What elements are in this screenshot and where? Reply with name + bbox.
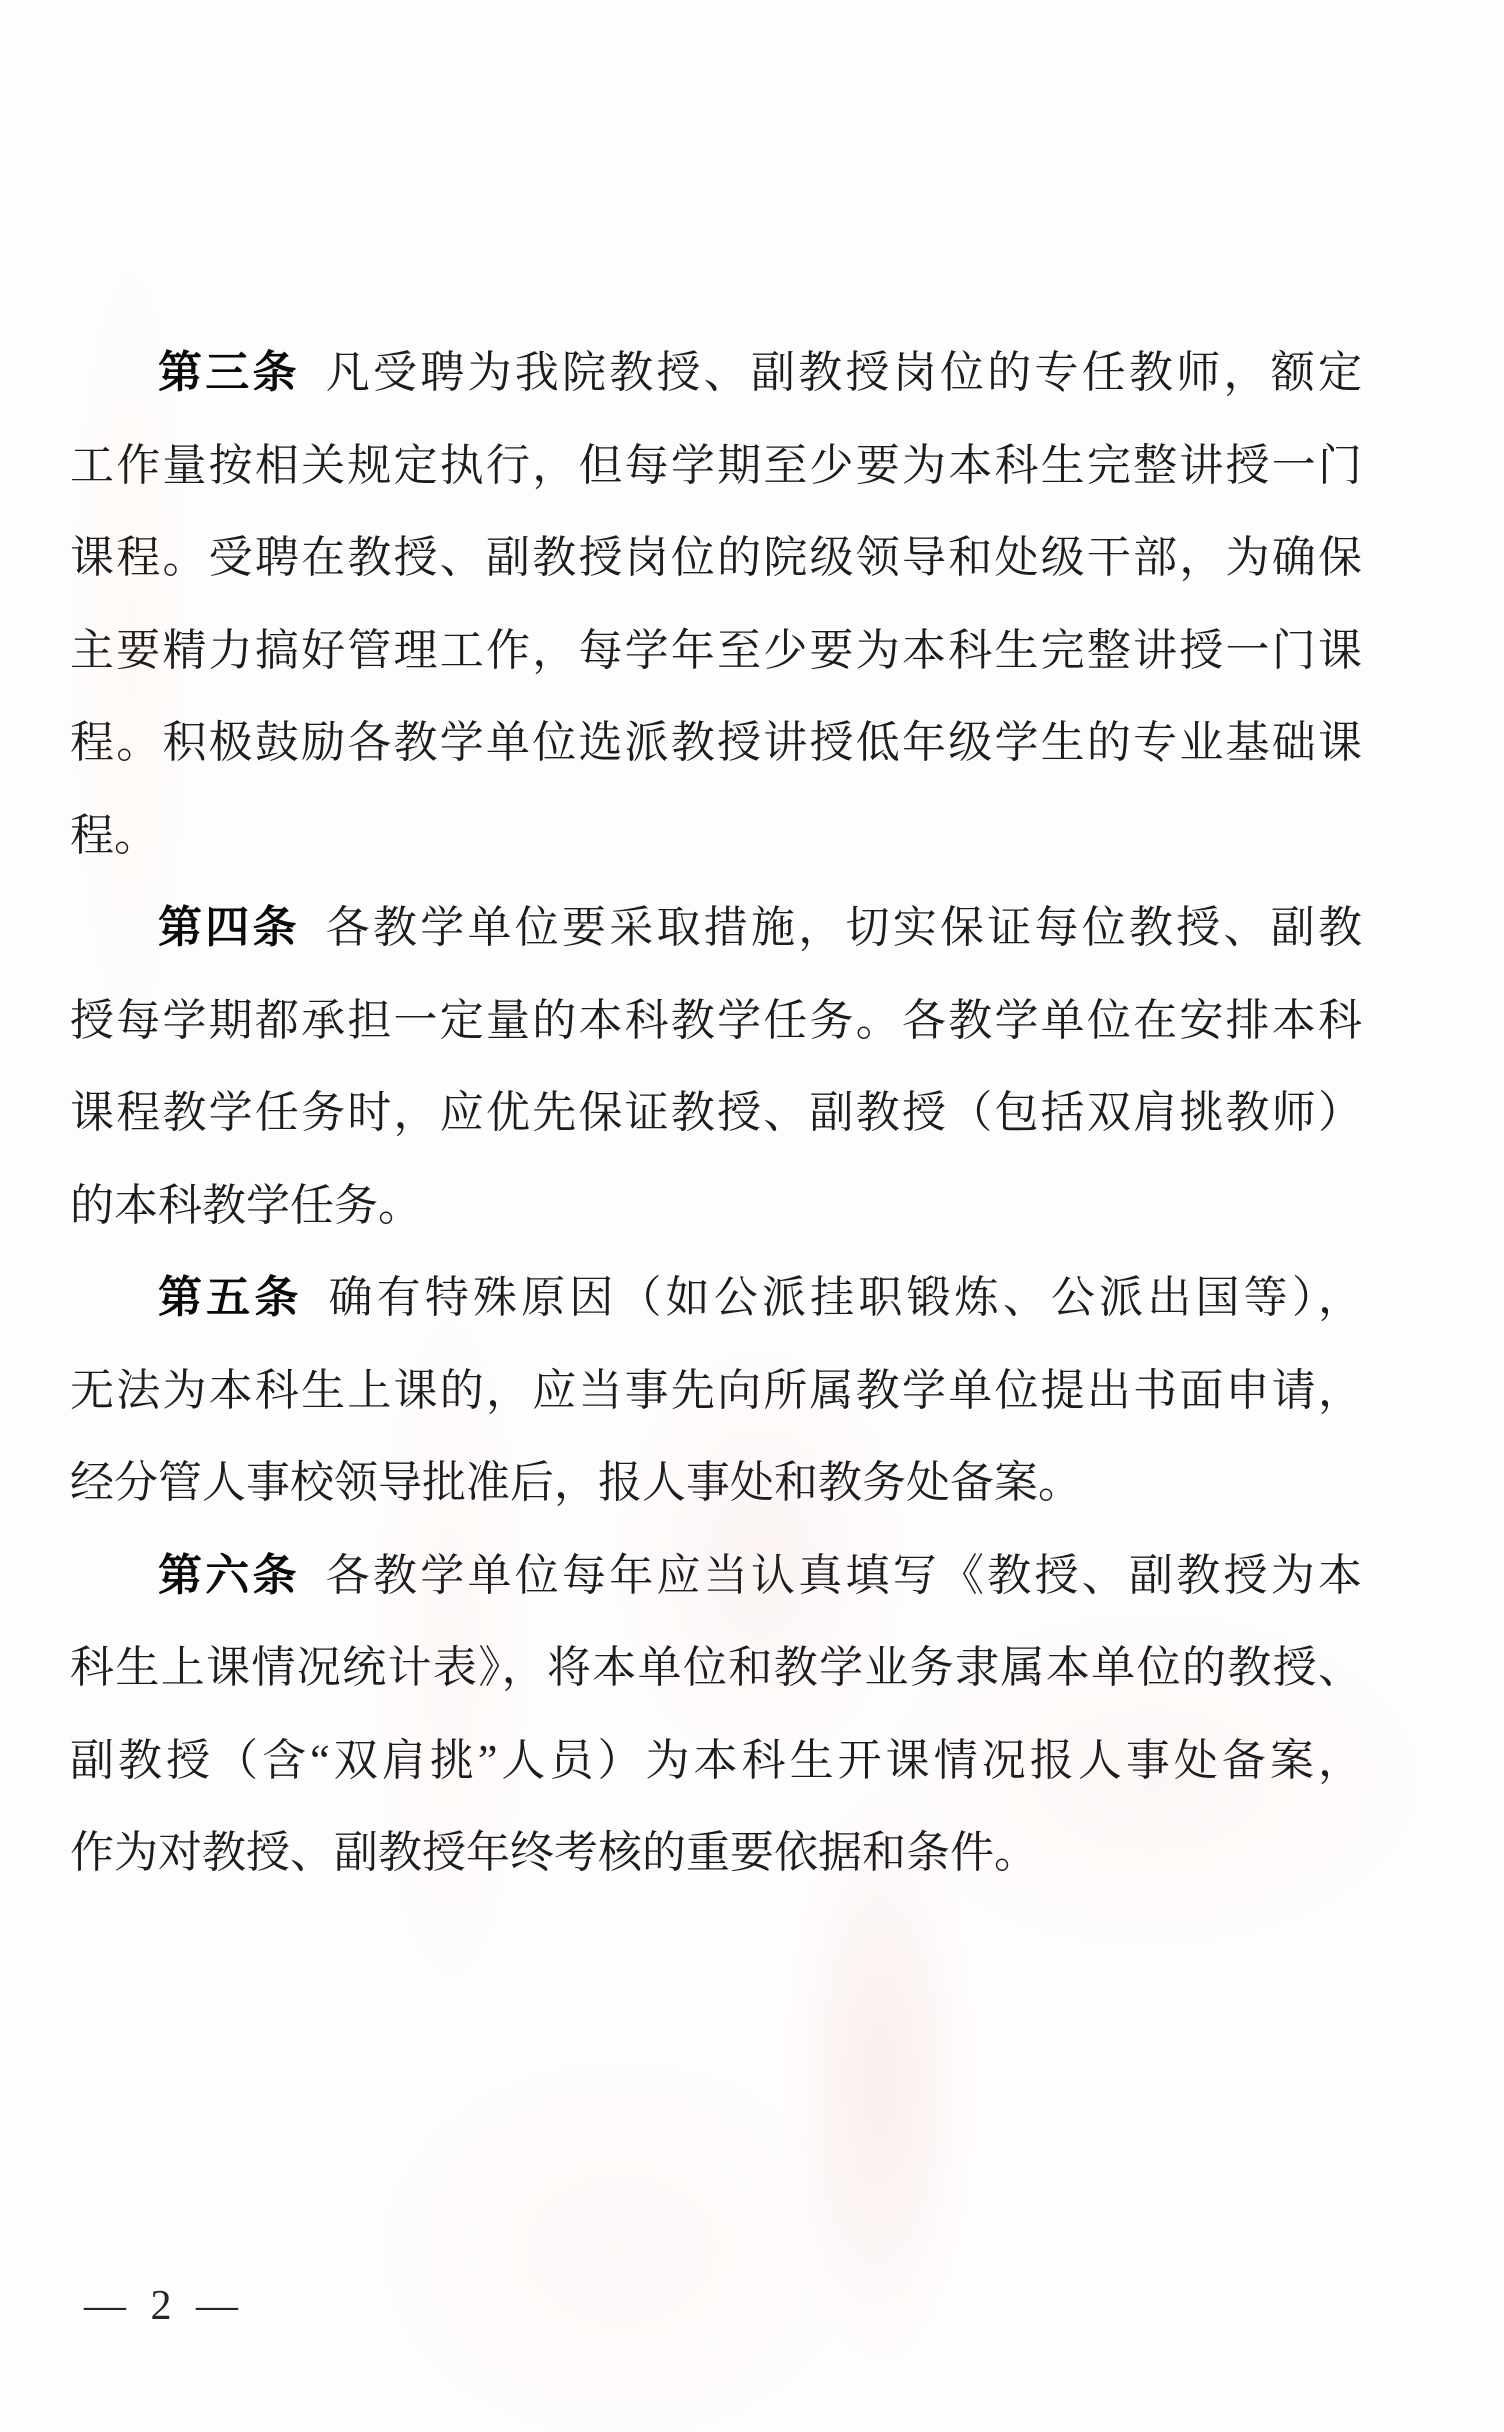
article-number-label: 第四条 (158, 903, 300, 952)
line-text: 各教学单位每年应当认真填写《教授、副教授为本 (325, 1550, 1362, 1600)
document-line (70, 1252, 1362, 1345)
document-line (70, 1345, 1362, 1438)
page-number: — 2 — (84, 2283, 245, 2329)
document-line (70, 512, 1362, 605)
document-line (70, 697, 1362, 790)
document-line (70, 1437, 1362, 1530)
line-text: 的本科教学任务。 (70, 1180, 422, 1230)
line-text: 确有特殊原因（如公派挂职锻炼、公派出国等）， (328, 1273, 1362, 1322)
line-text: 程。积极鼓励各教学单位选派教授讲授低年级学生的专业基础课 (70, 718, 1362, 767)
line-text: 各教学单位要采取措施，切实保证每位教授、副教 (325, 903, 1362, 952)
line-text: 凡受聘为我院教授、副教授岗位的专任教师，额定 (325, 348, 1362, 397)
document-line (70, 1715, 1362, 1808)
line-text: 副教授（含“双肩挑”人员）为本科生开课情况报人事处备案， (70, 1735, 1362, 1785)
line-text: 工作量按相关规定执行，但每学期至少要为本科生完整讲授一门 (70, 440, 1362, 490)
document-line (70, 1622, 1362, 1715)
document-line (70, 1160, 1362, 1253)
document-line (70, 1807, 1362, 1900)
line-text: 授每学期都承担一定量的本科教学任务。各教学单位在安排本科 (70, 995, 1362, 1045)
document-line (70, 790, 1362, 883)
line-text: 无法为本科生上课的，应当事先向所属教学单位提出书面申请， (70, 1365, 1362, 1415)
document-line (70, 605, 1362, 698)
line-text: 经分管人事校领导批准后，报人事处和教务处备案。 (70, 1458, 1082, 1507)
document-line (70, 420, 1362, 513)
document-line (70, 1067, 1362, 1160)
document-body (70, 327, 1362, 1900)
line-text: 程。 (70, 810, 158, 860)
document-line (70, 975, 1362, 1068)
article-number-label: 第三条 (158, 348, 300, 397)
document-line (70, 1530, 1362, 1623)
article-number-label: 第五条 (158, 1273, 303, 1322)
line-text: 课程。受聘在教授、副教授岗位的院级领导和处级干部，为确保 (70, 533, 1362, 582)
line-text: 主要精力搞好管理工作，每学年至少要为本科生完整讲授一门课 (70, 625, 1362, 675)
document-line (70, 882, 1362, 975)
document-line (70, 327, 1362, 420)
line-text: 课程教学任务时，应优先保证教授、副教授（包括双肩挑教师） (70, 1088, 1362, 1137)
line-text: 科生上课情况统计表》，将本单位和教学业务隶属本单位的教授、 (70, 1643, 1362, 1692)
line-text: 作为对教授、副教授年终考核的重要依据和条件。 (70, 1828, 1038, 1877)
article-number-label: 第六条 (158, 1550, 300, 1600)
